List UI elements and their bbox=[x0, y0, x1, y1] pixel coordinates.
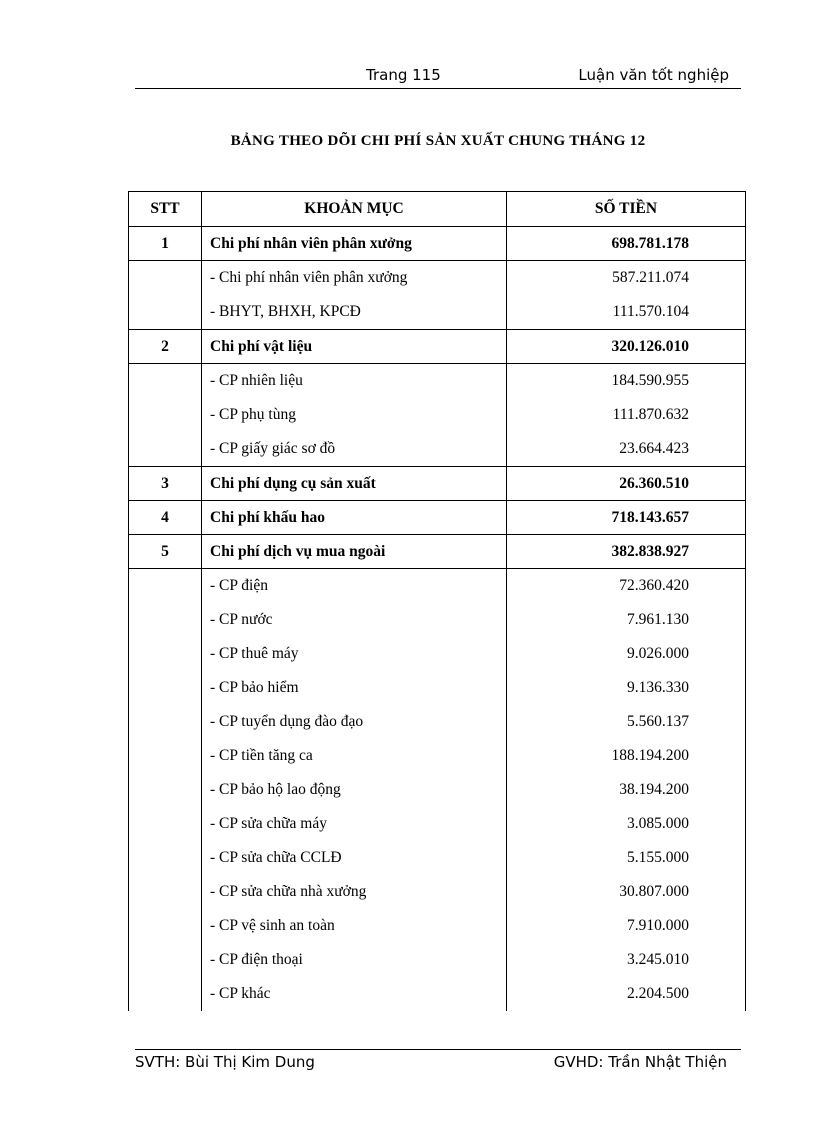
row-stt bbox=[129, 671, 202, 705]
row-item: - CP sửa chữa nhà xưởng bbox=[202, 875, 507, 909]
row-stt: 2 bbox=[129, 330, 202, 364]
table-row bbox=[129, 432, 746, 467]
row-stt bbox=[129, 909, 202, 943]
row-item: - CP khác bbox=[202, 977, 507, 1011]
row-amount: 7.910.000 bbox=[507, 909, 746, 943]
row-amount: 26.360.510 bbox=[507, 467, 746, 501]
row-stt: 5 bbox=[129, 535, 202, 569]
row-item: - CP điện bbox=[202, 569, 507, 604]
row-stt bbox=[129, 773, 202, 807]
row-amount: 7.961.130 bbox=[507, 603, 746, 637]
row-stt: 3 bbox=[129, 467, 202, 501]
row-stt bbox=[129, 875, 202, 909]
row-item: - CP thuê máy bbox=[202, 637, 507, 671]
column-header-item: KHOẢN MỤC bbox=[202, 192, 507, 227]
row-item: - BHYT, BHXH, KPCĐ bbox=[202, 295, 507, 330]
row-amount: 30.807.000 bbox=[507, 875, 746, 909]
table-row bbox=[129, 501, 746, 535]
row-amount: 111.570.104 bbox=[507, 295, 746, 330]
table-row bbox=[129, 637, 746, 671]
row-amount: 23.664.423 bbox=[507, 432, 746, 467]
page-number: Trang 115 bbox=[366, 66, 441, 84]
row-stt bbox=[129, 295, 202, 330]
table-row bbox=[129, 295, 746, 330]
row-item: - CP nước bbox=[202, 603, 507, 637]
row-item: - CP nhiên liệu bbox=[202, 364, 507, 399]
table-header-row bbox=[129, 192, 746, 227]
table-title: BẢNG THEO DÕI CHI PHÍ SẢN XUẤT CHUNG THÁNG 12 bbox=[230, 133, 646, 149]
table-row bbox=[129, 227, 746, 261]
row-amount: 5.560.137 bbox=[507, 705, 746, 739]
table-row bbox=[129, 330, 746, 364]
row-amount: 698.781.178 bbox=[507, 227, 746, 261]
table-row bbox=[129, 569, 746, 604]
row-item: Chi phí vật liệu bbox=[202, 330, 507, 364]
row-item: Chi phí dụng cụ sản xuất bbox=[202, 467, 507, 501]
row-stt bbox=[129, 603, 202, 637]
table-row bbox=[129, 261, 746, 296]
table-row bbox=[129, 875, 746, 909]
row-stt bbox=[129, 977, 202, 1011]
row-item: - CP vệ sinh an toàn bbox=[202, 909, 507, 943]
column-header-amount: SỐ TIỀN bbox=[507, 192, 746, 227]
thesis-label: Luận văn tốt nghiệp bbox=[578, 66, 729, 84]
row-stt bbox=[129, 705, 202, 739]
row-item: Chi phí dịch vụ mua ngoài bbox=[202, 535, 507, 569]
row-stt bbox=[129, 364, 202, 399]
row-amount: 2.204.500 bbox=[507, 977, 746, 1011]
table-row bbox=[129, 943, 746, 977]
row-item: - CP giấy giác sơ đồ bbox=[202, 432, 507, 467]
row-stt bbox=[129, 637, 202, 671]
row-amount: 111.870.632 bbox=[507, 398, 746, 432]
row-stt bbox=[129, 739, 202, 773]
row-item: - CP phụ tùng bbox=[202, 398, 507, 432]
row-item: - CP bảo hộ lao động bbox=[202, 773, 507, 807]
row-item: - Chi phí nhân viên phân xưởng bbox=[202, 261, 507, 296]
row-amount: 5.155.000 bbox=[507, 841, 746, 875]
table-row bbox=[129, 535, 746, 569]
row-amount: 188.194.200 bbox=[507, 739, 746, 773]
student-name: SVTH: Bùi Thị Kim Dung bbox=[135, 1053, 315, 1071]
row-stt bbox=[129, 569, 202, 604]
row-amount: 382.838.927 bbox=[507, 535, 746, 569]
row-amount: 587.211.074 bbox=[507, 261, 746, 296]
table-row bbox=[129, 807, 746, 841]
row-amount: 3.085.000 bbox=[507, 807, 746, 841]
row-stt: 1 bbox=[129, 227, 202, 261]
row-item: - CP tiền tăng ca bbox=[202, 739, 507, 773]
row-item: - CP sửa chữa máy bbox=[202, 807, 507, 841]
row-stt bbox=[129, 432, 202, 467]
table-row bbox=[129, 739, 746, 773]
row-amount: 9.026.000 bbox=[507, 637, 746, 671]
row-stt bbox=[129, 398, 202, 432]
page-footer bbox=[135, 1049, 741, 1071]
table-row bbox=[129, 603, 746, 637]
row-stt: 4 bbox=[129, 501, 202, 535]
row-item: Chi phí nhân viên phân xưởng bbox=[202, 227, 507, 261]
table-body bbox=[129, 227, 746, 1012]
row-item: - CP tuyển dụng đào đạo bbox=[202, 705, 507, 739]
row-stt bbox=[129, 841, 202, 875]
table-row bbox=[129, 671, 746, 705]
table-row bbox=[129, 977, 746, 1011]
row-amount: 9.136.330 bbox=[507, 671, 746, 705]
cost-table bbox=[128, 191, 746, 1011]
table-row bbox=[129, 398, 746, 432]
row-amount: 72.360.420 bbox=[507, 569, 746, 604]
row-stt bbox=[129, 261, 202, 296]
row-stt bbox=[129, 807, 202, 841]
row-item: - CP bảo hiểm bbox=[202, 671, 507, 705]
table-row bbox=[129, 705, 746, 739]
row-item: - CP sửa chữa CCLĐ bbox=[202, 841, 507, 875]
row-amount: 184.590.955 bbox=[507, 364, 746, 399]
column-header-stt: STT bbox=[129, 192, 202, 227]
table-row bbox=[129, 467, 746, 501]
row-amount: 38.194.200 bbox=[507, 773, 746, 807]
table-row bbox=[129, 841, 746, 875]
row-item: Chi phí khấu hao bbox=[202, 501, 507, 535]
row-amount: 320.126.010 bbox=[507, 330, 746, 364]
advisor-name: GVHD: Trần Nhật Thiện bbox=[553, 1053, 727, 1071]
table-row bbox=[129, 773, 746, 807]
row-stt bbox=[129, 943, 202, 977]
table-row bbox=[129, 364, 746, 399]
row-amount: 3.245.010 bbox=[507, 943, 746, 977]
table-row bbox=[129, 909, 746, 943]
row-amount: 718.143.657 bbox=[507, 501, 746, 535]
page-header bbox=[135, 66, 741, 89]
row-item: - CP điện thoại bbox=[202, 943, 507, 977]
